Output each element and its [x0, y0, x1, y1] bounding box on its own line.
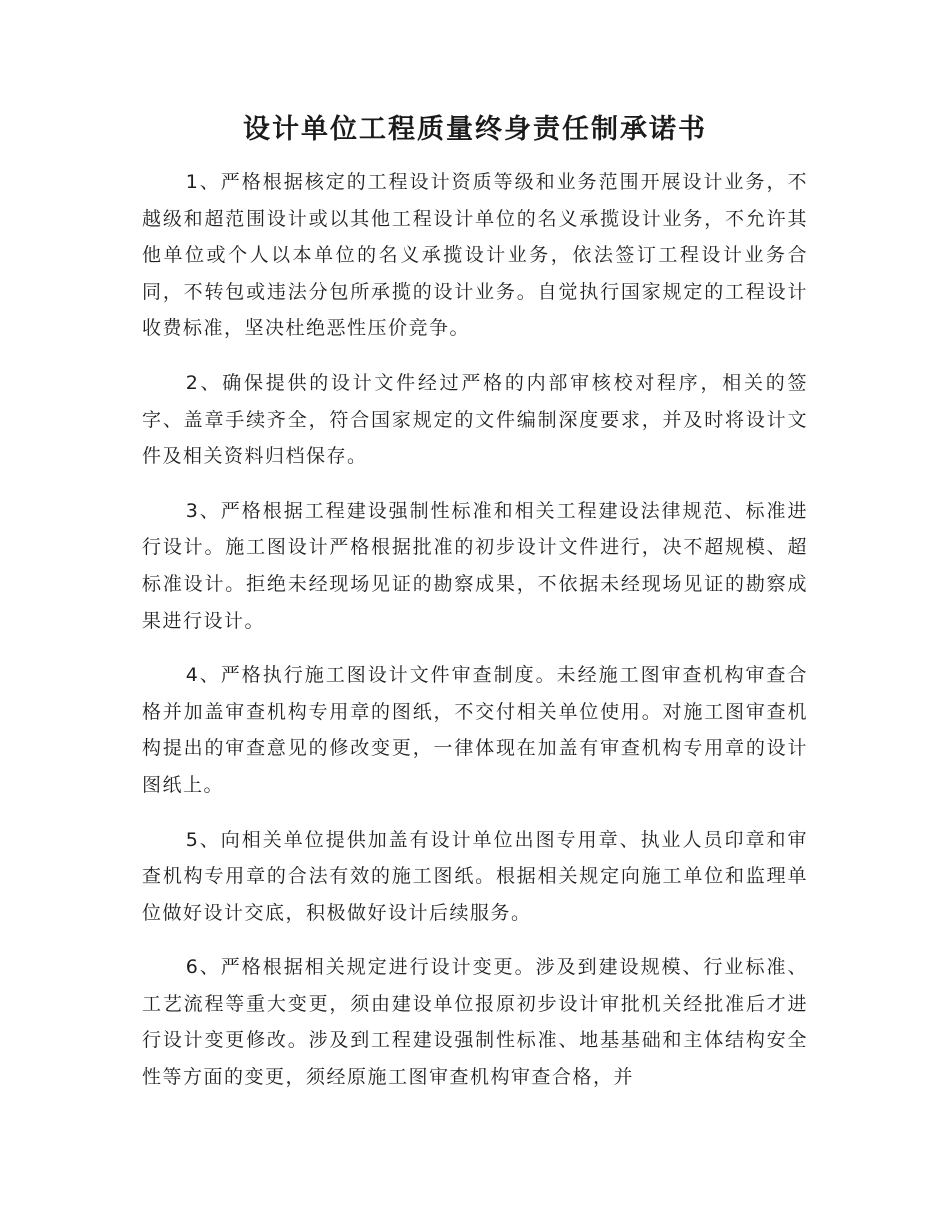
document-title: 设计单位工程质量终身责任制承诺书	[243, 114, 707, 145]
paragraph-3: 3、严格根据工程建设强制性标准和相关工程建设法律规范、标准进行设计。施工图设计严格根据批准的初步设计文件进行，决不超规模、超标准设计。拒绝未经现场见证的勘察成果，不依据未经现场见证的勘察成果进行设计。	[142, 499, 808, 632]
paragraph-1: 1、严格根据核定的工程设计资质等级和业务范围开展设计业务，不越级和超范围设计或以其他工程设计单位的名义承揽设计业务，不允许其他单位或个人以本单位的名义承揽设计业务，依法签订工程设计业务合同，不转包或违法分包所承揽的设计业务。自觉执行国家规定的工程设计收费标准，坚决杜绝恶性压价竞争。	[142, 171, 808, 340]
paragraph-5: 5、向相关单位提供加盖有设计单位出图专用章、执业人员印章和审查机构专用章的合法有效的施工图纸。根据相关规定向施工单位和监理单位做好设计交底，积极做好设计后续服务。	[142, 828, 808, 924]
paragraph-6: 6、严格根据相关规定进行设计变更。涉及到建设规模、行业标准、工艺流程等重大变更，须由建设单位报原初步设计审批机关经批准后才进行设计变更修改。涉及到工程建设强制性标准、地基基础和主体结构安全性等方面的变更，须经原施工图审查机构审查合格，并	[142, 956, 808, 1089]
paragraph-4: 4、严格执行施工图设计文件审查制度。未经施工图审查机构审查合格并加盖审查机构专用章的图纸，不交付相关单位使用。对施工图审查机构提出的审查意见的修改变更，一律体现在加盖有审查机构专用章的设计图纸上。	[142, 664, 808, 796]
paragraph-2: 2、确保提供的设计文件经过严格的内部审核校对程序，相关的签字、盖章手续齐全，符合国家规定的文件编制深度要求，并及时将设计文件及相关资料归档保存。	[142, 371, 808, 468]
document-body	[142, 164, 808, 1114]
